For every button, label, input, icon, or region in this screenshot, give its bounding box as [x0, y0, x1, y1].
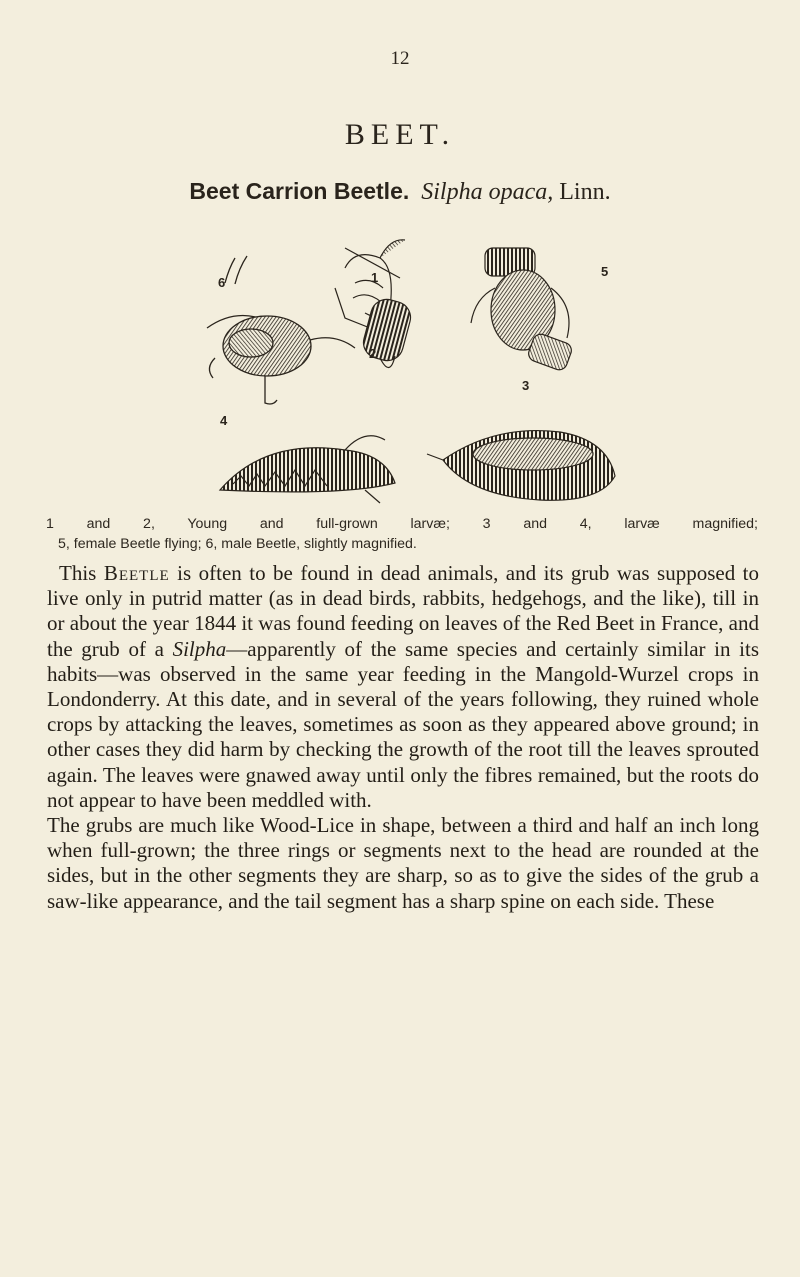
figure-label-4: 4: [220, 413, 228, 428]
species-heading: [0, 178, 800, 206]
paragraph-1-italic: Silpha: [172, 636, 227, 661]
body-text: [47, 561, 759, 914]
engraving: [195, 228, 635, 508]
figure-caption: [46, 514, 758, 554]
larva-figure-3: [427, 431, 615, 501]
latin-name: Silpha opaca,: [421, 179, 554, 205]
running-title: BEET.: [344, 118, 456, 151]
paragraph-1: [47, 561, 759, 813]
figure-label-3: 3: [522, 378, 530, 393]
paragraph-2: The grubs are much like Wood-Lice in shape, between a third and half an inch long when full-grown; the three rings or segments next to the head are rounded at the sides, but in the other segments they are sharp, so as to give the sides of the grub a saw-like appearance, and the tail segment has a sharp spine on each side. These: [47, 813, 759, 913]
figure-label-6: 6: [218, 275, 226, 290]
larva-figure-4: [220, 436, 395, 503]
caption-line-2: 5, female Beetle flying; 6, male Beetle, slightly magnified.: [58, 536, 417, 552]
common-name: Beet Carrion Beetle.: [189, 178, 410, 204]
paragraph-1-text-b: —apparently of the same species and certainly similar in its habits—was observed in the same year feeding in the Mangold-Wurzel crops in Londonderry. At this date, and in several of the years following, they ruined whole crops by attacking the leaves, sometimes as soon as they appeared above ground; in other cases they did harm by checking the growth of the root till the leaves sprouted again. The leaves were gnawed away until only the fibres remained, but the roots do not appear to have been meddled with.: [47, 636, 760, 812]
page-number: 12: [390, 48, 410, 69]
male-beetle-figure: [207, 256, 355, 404]
caption-line-1: 1 and 2, Young and full-grown larvæ; 3 and 4, larvæ magnified;: [46, 516, 758, 532]
figure-label-1: 1: [371, 270, 379, 285]
figure-label-2: 2: [369, 346, 377, 361]
paragraph-1-smallcaps: Beetle: [103, 561, 170, 585]
paragraph-1-text-a: is often to be found in dead animals, and its grub was supposed to live only in putrid matter (as in dead birds, rabbits, hedgehogs, and the like), till in or about the year 1844 it was found feeding on leaves of the Red Beet in France, and the grub of a: [47, 561, 760, 661]
figure-label-5: 5: [601, 264, 609, 279]
beetle-illustration: [195, 228, 635, 508]
paragraph-1-lead: This: [59, 561, 97, 585]
authority: Linn.: [559, 179, 611, 205]
female-beetle-figure: [471, 248, 574, 372]
